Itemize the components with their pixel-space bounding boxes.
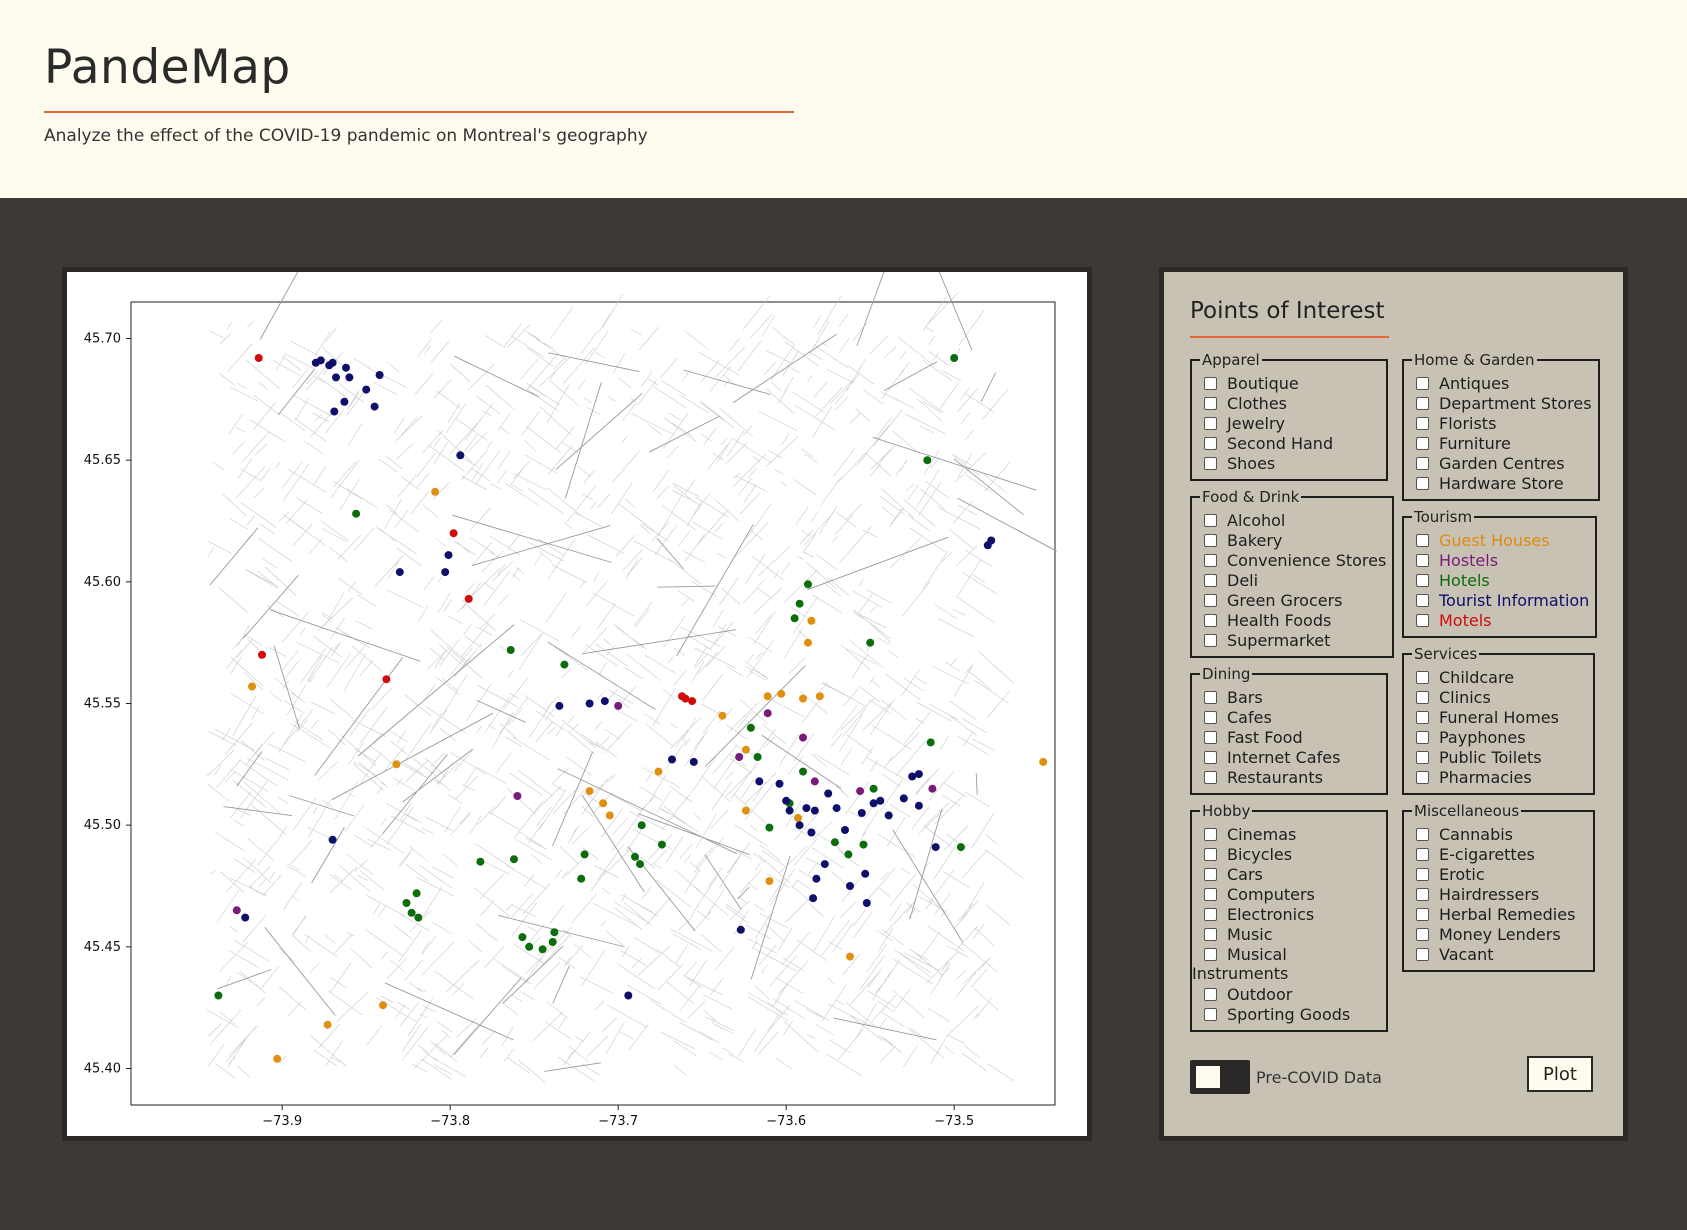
group-miscellaneous [1402, 802, 1595, 972]
map-point-guest-houses [742, 807, 750, 815]
map-plot [67, 272, 1087, 1136]
map-point-guest-houses [799, 695, 807, 703]
map-point-tourist-information [796, 821, 804, 829]
map-point-hotels [796, 600, 804, 608]
map-point-tourist-information [776, 780, 784, 788]
checkbox[interactable] [1416, 554, 1429, 567]
option-garden-centres[interactable]: Garden Centres [1416, 453, 1592, 473]
map-point-guest-houses [816, 692, 824, 700]
map-plot-frame [62, 267, 1092, 1141]
option-funeral-homes[interactable]: Funeral Homes [1416, 707, 1587, 727]
option-health-foods[interactable]: Health Foods [1204, 610, 1386, 630]
checkbox[interactable] [1416, 614, 1429, 627]
checkbox[interactable] [1204, 574, 1217, 587]
checkbox[interactable] [1204, 377, 1217, 390]
y-tick-label: 45.60 [83, 574, 121, 590]
map-point-tourist-information [241, 914, 249, 922]
checkbox[interactable] [1416, 457, 1429, 470]
map-point-tourist-information [987, 537, 995, 545]
map-point-hotels [577, 875, 585, 883]
map-point-hotels [507, 646, 515, 654]
map-point-tourist-information [345, 373, 353, 381]
checkbox[interactable] [1204, 731, 1217, 744]
plot-button[interactable]: Plot [1527, 1056, 1593, 1092]
map-point-guest-houses [846, 953, 854, 961]
map-point-tourist-information [841, 826, 849, 834]
map-point-tourist-information [811, 807, 819, 815]
checkbox[interactable] [1204, 691, 1217, 704]
checkbox[interactable] [1416, 417, 1429, 430]
group-hobby [1190, 802, 1388, 1032]
map-point-hotels [791, 614, 799, 622]
map-point-motels [688, 697, 696, 705]
y-tick-label: 45.50 [83, 818, 121, 834]
map-point-tourist-information [824, 790, 832, 798]
map-point-tourist-information [885, 811, 893, 819]
checkbox[interactable] [1204, 594, 1217, 607]
option-bars[interactable]: Bars [1204, 687, 1380, 707]
map-point-tourist-information [915, 770, 923, 778]
checkbox[interactable] [1416, 868, 1429, 881]
checkbox[interactable] [1204, 634, 1217, 647]
points-of-interest-panel [1159, 267, 1628, 1141]
map-point-hotels [413, 889, 421, 897]
map-point-hotels [510, 855, 518, 863]
group-food-drink [1190, 488, 1394, 658]
map-point-tourist-information [376, 371, 384, 379]
map-point-hotels [831, 838, 839, 846]
panel-title: Points of Interest [1190, 298, 1385, 324]
map-point-tourist-information [362, 386, 370, 394]
checkbox[interactable] [1204, 928, 1217, 941]
panel-title-underline [1190, 336, 1389, 338]
map-point-hostels [735, 753, 743, 761]
checkbox[interactable] [1204, 828, 1217, 841]
map-point-hostels [233, 906, 241, 914]
map-point-tourist-information [802, 804, 810, 812]
option-tourist-information[interactable]: Tourist Information [1416, 590, 1589, 610]
map-point-guest-houses [718, 712, 726, 720]
option-department-stores[interactable]: Department Stores [1416, 393, 1592, 413]
option-payphones[interactable]: Payphones [1416, 727, 1587, 747]
checkbox[interactable] [1204, 848, 1217, 861]
map-point-tourist-information [858, 809, 866, 817]
x-tick-label: −73.5 [934, 1114, 975, 1129]
map-point-hostels [928, 785, 936, 793]
map-point-tourist-information [601, 697, 609, 705]
map-point-tourist-information [861, 870, 869, 878]
option-alcohol[interactable]: Alcohol [1204, 510, 1386, 530]
map-point-hotels [799, 768, 807, 776]
checkbox[interactable] [1204, 948, 1217, 961]
checkbox[interactable] [1204, 751, 1217, 764]
option-outdoor[interactable]: Outdoor [1204, 984, 1380, 1004]
checkbox[interactable] [1204, 554, 1217, 567]
map-point-hotels [476, 858, 484, 866]
option-clinics[interactable]: Clinics [1416, 687, 1587, 707]
map-point-hotels [765, 824, 773, 832]
option-money-lenders[interactable]: Money Lenders [1416, 924, 1587, 944]
option-cars[interactable]: Cars [1204, 864, 1380, 884]
map-point-tourist-information [456, 451, 464, 459]
map-point-guest-houses [606, 811, 614, 819]
option-supermarket[interactable]: Supermarket [1204, 630, 1386, 650]
map-point-tourist-information [586, 700, 594, 708]
map-point-hotels [658, 841, 666, 849]
map-point-hostels [799, 734, 807, 742]
map-point-tourist-information [690, 758, 698, 766]
checkbox[interactable] [1416, 731, 1429, 744]
checkbox[interactable] [1416, 848, 1429, 861]
map-point-hotels [638, 821, 646, 829]
checkbox[interactable] [1416, 594, 1429, 607]
map-point-tourist-information [900, 794, 908, 802]
checkbox[interactable] [1204, 437, 1217, 450]
x-tick-label: −73.6 [766, 1114, 807, 1129]
option-sporting-goods[interactable]: Sporting Goods [1204, 1004, 1380, 1024]
map-point-hostels [811, 777, 819, 785]
option-antiques[interactable]: Antiques [1416, 373, 1592, 393]
map-point-guest-houses [273, 1055, 281, 1063]
y-tick-label: 45.65 [83, 453, 121, 469]
checkbox[interactable] [1204, 868, 1217, 881]
checkbox[interactable] [1416, 437, 1429, 450]
map-point-hotels [549, 938, 557, 946]
checkbox[interactable] [1204, 614, 1217, 627]
map-point-guest-houses [655, 768, 663, 776]
map-point-hostels [764, 709, 772, 717]
option-restaurants[interactable]: Restaurants [1204, 767, 1380, 787]
group-apparel [1190, 351, 1388, 481]
group-label: Food & Drink [1202, 488, 1300, 506]
option-cinemas[interactable]: Cinemas [1204, 824, 1380, 844]
map-point-guest-houses [379, 1001, 387, 1009]
checkbox[interactable] [1204, 457, 1217, 470]
group-label: Dining [1202, 665, 1251, 683]
map-point-guest-houses [324, 1021, 332, 1029]
checkbox[interactable] [1416, 908, 1429, 921]
map-point-tourist-information [330, 408, 338, 416]
option-hostels[interactable]: Hostels [1416, 550, 1589, 570]
checkbox[interactable] [1204, 711, 1217, 724]
checkbox[interactable] [1204, 534, 1217, 547]
map-point-tourist-information [807, 829, 815, 837]
map-point-hotels [539, 945, 547, 953]
pre-covid-toggle-label: Pre-COVID Data [1256, 1068, 1382, 1087]
option-second-hand[interactable]: Second Hand [1204, 433, 1380, 453]
group-label: Apparel [1202, 351, 1260, 369]
checkbox[interactable] [1416, 771, 1429, 784]
option-convenience-stores[interactable]: Convenience Stores [1204, 550, 1386, 570]
checkbox[interactable] [1416, 751, 1429, 764]
checkbox[interactable] [1416, 711, 1429, 724]
header [0, 0, 1687, 198]
checkbox[interactable] [1204, 1008, 1217, 1021]
option-erotic[interactable]: Erotic [1416, 864, 1587, 884]
title-underline [44, 111, 794, 113]
map-point-hotels [923, 456, 931, 464]
y-tick-label: 45.55 [83, 696, 121, 712]
map-point-hostels [513, 792, 521, 800]
option-guest-houses[interactable]: Guest Houses [1416, 530, 1589, 550]
checkbox[interactable] [1416, 397, 1429, 410]
checkbox[interactable] [1416, 477, 1429, 490]
option-e-cigarettes[interactable]: E-cigarettes [1416, 844, 1587, 864]
checkbox[interactable] [1416, 928, 1429, 941]
map-point-tourist-information [863, 899, 871, 907]
option-herbal-remedies[interactable]: Herbal Remedies [1416, 904, 1587, 924]
checkbox[interactable] [1204, 397, 1217, 410]
map-point-tourist-information [555, 702, 563, 710]
map-point-hotels [214, 992, 222, 1000]
map-point-tourist-information [371, 403, 379, 411]
group-dining [1190, 665, 1388, 795]
option-green-grocers[interactable]: Green Grocers [1204, 590, 1386, 610]
map-point-hotels [414, 914, 422, 922]
x-tick-label: −73.8 [430, 1114, 471, 1129]
map-point-hotels [957, 843, 965, 851]
map-point-motels [465, 595, 473, 603]
map-point-tourist-information [782, 797, 790, 805]
map-point-tourist-information [833, 804, 841, 812]
map-point-tourist-information [668, 756, 676, 764]
y-tick-label: 45.40 [83, 1061, 121, 1077]
map-point-motels [258, 651, 266, 659]
option-fast-food[interactable]: Fast Food [1204, 727, 1380, 747]
option-music[interactable]: Music [1204, 924, 1380, 944]
group-label: Tourism [1414, 508, 1473, 526]
option-boutique[interactable]: Boutique [1204, 373, 1380, 393]
map-point-motels [255, 354, 263, 362]
checkbox[interactable] [1416, 888, 1429, 901]
option-florists[interactable]: Florists [1416, 413, 1592, 433]
group-label: Miscellaneous [1414, 802, 1520, 820]
map-point-tourist-information [821, 860, 829, 868]
y-tick-label: 45.70 [83, 331, 121, 347]
map-point-guest-houses [804, 639, 812, 647]
checkbox[interactable] [1416, 948, 1429, 961]
map-point-tourist-information [332, 373, 340, 381]
map-point-guest-houses [764, 692, 772, 700]
map-chart [67, 272, 1087, 1136]
map-point-guest-houses [794, 814, 802, 822]
app-subtitle: Analyze the effect of the COVID-19 pandemic on Montreal's geography [44, 126, 648, 146]
y-tick-label: 45.45 [83, 939, 121, 955]
map-point-hotels [747, 724, 755, 732]
map-point-tourist-information [624, 992, 632, 1000]
option-furniture[interactable]: Furniture [1416, 433, 1592, 453]
map-point-tourist-information [441, 568, 449, 576]
option-deli[interactable]: Deli [1204, 570, 1386, 590]
map-point-tourist-information [915, 802, 923, 810]
map-point-hotels [870, 785, 878, 793]
option-hairdressers[interactable]: Hairdressers [1416, 884, 1587, 904]
map-point-tourist-information [812, 875, 820, 883]
option-public-toilets[interactable]: Public Toilets [1416, 747, 1587, 767]
option-label-continuation: Instruments [1192, 964, 1289, 983]
checkbox[interactable] [1416, 671, 1429, 684]
option-cafes[interactable]: Cafes [1204, 707, 1380, 727]
checkbox[interactable] [1416, 828, 1429, 841]
map-point-tourist-information [755, 777, 763, 785]
app-title: PandeMap [44, 40, 291, 95]
toggle-knob[interactable] [1196, 1066, 1220, 1088]
map-point-tourist-information [329, 836, 337, 844]
map-point-hotels [352, 510, 360, 518]
option-bakery[interactable]: Bakery [1204, 530, 1386, 550]
group-label: Services [1414, 645, 1478, 663]
checkbox[interactable] [1204, 771, 1217, 784]
map-point-tourist-information [317, 356, 325, 364]
map-point-tourist-information [932, 843, 940, 851]
map-point-tourist-information [396, 568, 404, 576]
option-cannabis[interactable]: Cannabis [1416, 824, 1587, 844]
option-bicycles[interactable]: Bicycles [1204, 844, 1380, 864]
map-point-tourist-information [846, 882, 854, 890]
checkbox[interactable] [1204, 514, 1217, 527]
map-point-hotels [403, 899, 411, 907]
map-point-tourist-information [342, 364, 350, 372]
map-point-hostels [614, 702, 622, 710]
option-motels[interactable]: Motels [1416, 610, 1589, 630]
map-point-tourist-information [340, 398, 348, 406]
map-point-guest-houses [392, 760, 400, 768]
map-point-guest-houses [1039, 758, 1047, 766]
map-point-hotels [550, 928, 558, 936]
map-point-tourist-information [737, 926, 745, 934]
map-point-motels [382, 675, 390, 683]
group-tourism [1402, 508, 1597, 638]
map-point-tourist-information [876, 797, 884, 805]
map-point-guest-houses [777, 690, 785, 698]
group-label: Hobby [1202, 802, 1251, 820]
map-point-hotels [581, 850, 589, 858]
option-internet-cafes[interactable]: Internet Cafes [1204, 747, 1380, 767]
map-point-tourist-information [329, 359, 337, 367]
checkbox[interactable] [1204, 417, 1217, 430]
map-point-guest-houses [431, 488, 439, 496]
x-tick-label: −73.9 [262, 1114, 303, 1129]
map-point-guest-houses [765, 877, 773, 885]
checkbox[interactable] [1416, 574, 1429, 587]
checkbox[interactable] [1204, 908, 1217, 921]
map-point-hotels [525, 943, 533, 951]
checkbox[interactable] [1204, 988, 1217, 1001]
map-point-tourist-information [445, 551, 453, 559]
option-computers[interactable]: Computers [1204, 884, 1380, 904]
map-point-hotels [408, 909, 416, 917]
map-point-hotels [560, 661, 568, 669]
checkbox[interactable] [1416, 377, 1429, 390]
x-tick-label: −73.7 [598, 1114, 639, 1129]
option-hardware-store[interactable]: Hardware Store [1416, 473, 1592, 493]
option-vacant[interactable]: Vacant [1416, 944, 1587, 964]
option-pharmacies[interactable]: Pharmacies [1416, 767, 1587, 787]
checkbox[interactable] [1204, 888, 1217, 901]
map-point-hotels [860, 841, 868, 849]
group-home-garden [1402, 351, 1600, 501]
option-jewelry[interactable]: Jewelry [1204, 413, 1380, 433]
group-services [1402, 645, 1595, 795]
map-point-hotels [844, 850, 852, 858]
map-point-tourist-information [809, 894, 817, 902]
map-point-tourist-information [786, 807, 794, 815]
option-childcare[interactable]: Childcare [1416, 667, 1587, 687]
map-point-hotels [804, 580, 812, 588]
map-point-hotels [518, 933, 526, 941]
map-point-hostels [856, 787, 864, 795]
map-point-hotels [866, 639, 874, 647]
option-musical-instruments[interactable]: Musical [1204, 944, 1380, 964]
map-point-guest-houses [248, 683, 256, 691]
map-point-guest-houses [586, 787, 594, 795]
map-point-guest-houses [807, 617, 815, 625]
checkbox[interactable] [1416, 691, 1429, 704]
map-point-guest-houses [599, 799, 607, 807]
map-point-hotels [950, 354, 958, 362]
map-point-hotels [927, 738, 935, 746]
map-point-guest-houses [742, 746, 750, 754]
option-hotels[interactable]: Hotels [1416, 570, 1589, 590]
map-point-motels [450, 529, 458, 537]
pre-covid-toggle[interactable] [1190, 1060, 1250, 1094]
group-label: Home & Garden [1414, 351, 1535, 369]
checkbox[interactable] [1416, 534, 1429, 547]
map-point-hotels [636, 860, 644, 868]
map-point-hotels [631, 853, 639, 861]
option-shoes[interactable]: Shoes [1204, 453, 1380, 473]
option-clothes[interactable]: Clothes [1204, 393, 1380, 413]
map-point-hotels [754, 753, 762, 761]
option-electronics[interactable]: Electronics [1204, 904, 1380, 924]
